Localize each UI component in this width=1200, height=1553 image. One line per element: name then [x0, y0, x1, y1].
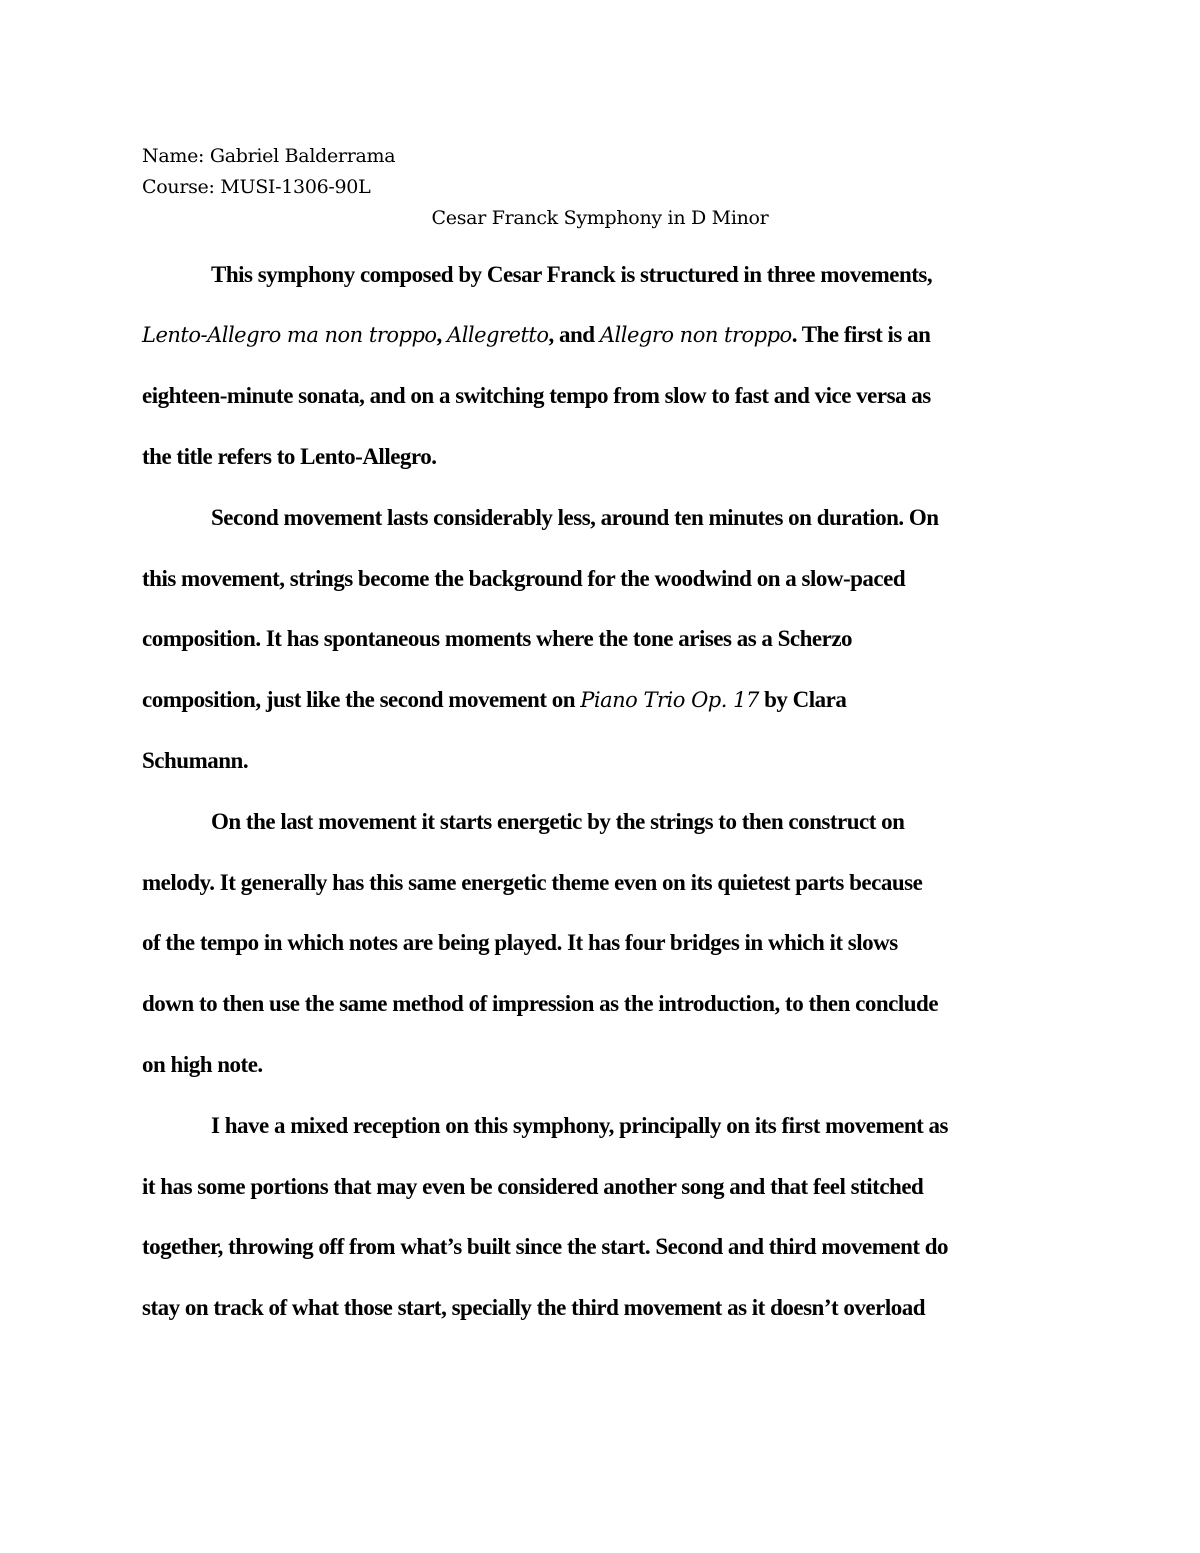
paragraph-1-line-4: the title refers to Lento-Allegro.	[142, 444, 437, 469]
movement-title-2: Allegretto	[447, 323, 549, 347]
essay-title: Cesar Franck Symphony in D Minor	[431, 207, 769, 229]
paragraph-2-line-5: Schumann.	[142, 748, 249, 773]
paragraph-4-line-1: I have a mixed reception on this symphony, principally on its first movement as	[211, 1113, 948, 1138]
text-fragment: composition, just like the second movement on	[142, 687, 581, 712]
course-code: Course: MUSI-1306-90L	[142, 176, 371, 198]
text-fragment: , and	[548, 322, 600, 347]
paragraph-2-line-2: this movement, strings become the background for the woodwind on a slow-paced	[142, 566, 906, 591]
paragraph-2-line-4	[142, 686, 846, 714]
paragraph-3-line-5: on high note.	[142, 1052, 263, 1077]
paragraph-4-line-4: stay on track of what those start, specially the third movement as it doesn’t overload	[142, 1295, 926, 1320]
text-fragment: ,	[436, 322, 448, 347]
paragraph-3-line-4: down to then use the same method of impression as the introduction, to then conclude	[142, 991, 939, 1016]
paragraph-1-line-1: This symphony composed by Cesar Franck is structured in three movements,	[211, 262, 933, 287]
work-title: Piano Trio Op. 17	[580, 688, 759, 712]
text-fragment: by Clara	[758, 687, 847, 712]
paragraph-4-line-3: together, throwing off from what’s built since the start. Second and third movement do	[142, 1234, 949, 1259]
paragraph-3-line-3: of the tempo in which notes are being played. It has four bridges in which it slows	[142, 930, 898, 955]
paragraph-2-line-1: Second movement lasts considerably less, around ten minutes on duration. On	[211, 505, 939, 530]
paragraph-4-line-2: it has some portions that may even be considered another song and that feel stitched	[142, 1174, 924, 1199]
paragraph-3-line-1: On the last movement it starts energetic by the strings to then construct on	[211, 809, 905, 834]
paragraph-1-line-2	[142, 321, 930, 349]
movement-title-1: Lento-Allegro ma non troppo	[142, 323, 437, 347]
paragraph-1-line-3: eighteen-minute sonata, and on a switching tempo from slow to fast and vice versa as	[142, 383, 931, 408]
student-name: Name: Gabriel Balderrama	[142, 145, 396, 167]
paragraph-3-line-2: melody. It generally has this same energetic theme even on its quietest parts because	[142, 870, 923, 895]
movement-title-3: Allegro non troppo	[599, 323, 792, 347]
paragraph-2-line-3: composition. It has spontaneous moments where the tone arises as a Scherzo	[142, 626, 853, 651]
text-fragment: . The first is an	[791, 322, 931, 347]
